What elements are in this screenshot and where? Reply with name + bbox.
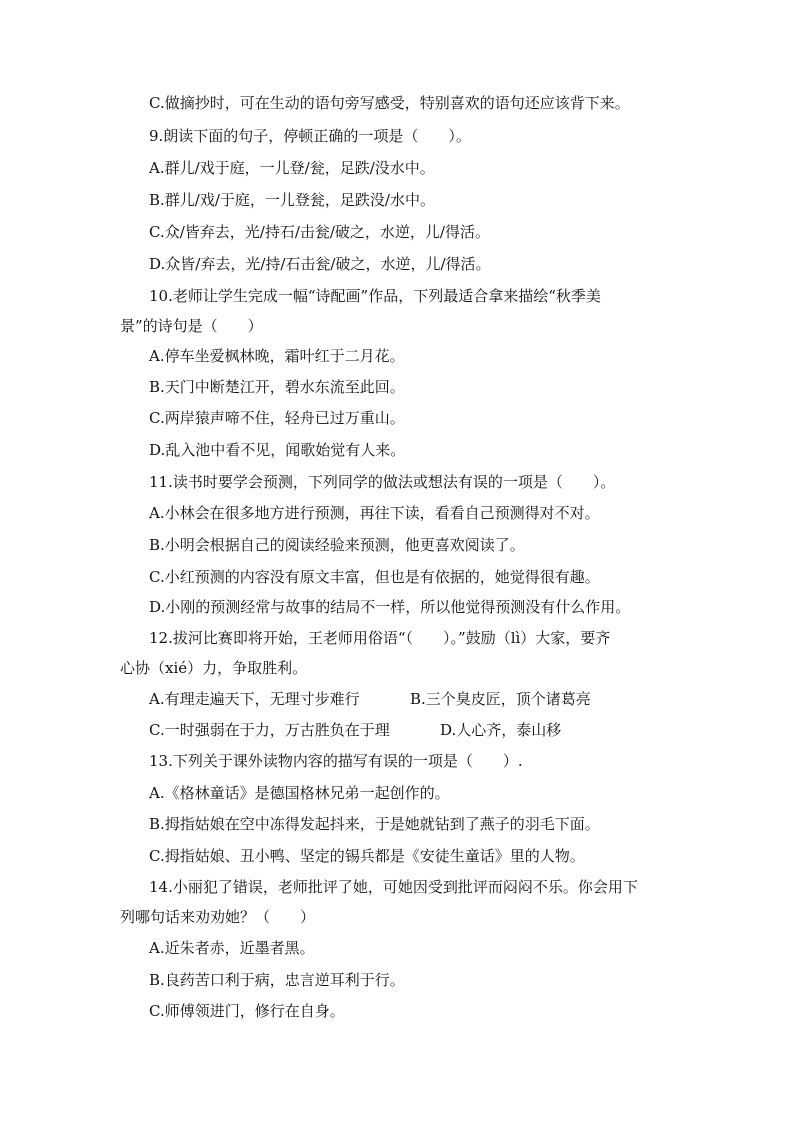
options-12cd xyxy=(149,720,669,740)
option-10c: C.两岸猿声啼不住，轻舟已过万重山。 xyxy=(149,409,405,427)
option-10b: B.天门中断楚江开，碧水东流至此回。 xyxy=(149,378,405,396)
option-11c: C.小红预测的内容没有原文丰富，但也是有依据的，她觉得很有趣。 xyxy=(149,568,600,586)
option-9a: A.群儿/戏于庭，一儿登/瓮，足跌/没水中。 xyxy=(149,159,435,177)
option-14c: C.师傅领进门，修行在自身。 xyxy=(149,1002,345,1020)
option-13a: A.《格林童话》是德国格林兄弟一起创作的。 xyxy=(149,784,450,802)
question-9: 9.朗读下面的句子，停顿正确的一项是（ ）。 xyxy=(149,127,471,145)
question-10: 10.老师让学生完成一幅“诗配画”作品，下列最适合拿来描绘“秋季美 xyxy=(149,287,601,305)
option-11b: B.小明会根据自己的阅读经验来预测，他更喜欢阅读了。 xyxy=(149,536,525,554)
option-9c: C.众/皆弃去，光/持石/击瓮/破之，水逆，儿/得活。 xyxy=(149,223,490,241)
option-14a: A.近朱者赤，近墨者黑。 xyxy=(149,939,315,957)
option-12b: B.三个臭皮匠，顶个诸葛亮 xyxy=(410,690,591,708)
option-10d: D.乱入池中看不见，闻歌始觉有人来。 xyxy=(149,441,406,459)
option-9b: B.群儿/戏/于庭，一儿登瓮，足跌没/水中。 xyxy=(149,191,435,209)
option-10a: A.停车坐爱枫林晚，霜叶红于二月花。 xyxy=(149,347,405,365)
question-14-cont: 列哪句话来劝劝她？（ ） xyxy=(120,908,316,926)
option-8c: C.做摘抄时，可在生动的语句旁写感受，特别喜欢的语句还应该背下来。 xyxy=(149,94,630,112)
option-13b: B.拇指姑娘在空中冻得发起抖来，于是她就钻到了燕子的羽毛下面。 xyxy=(149,815,600,833)
option-12d: D.人心齐，泰山移 xyxy=(440,721,562,739)
question-12-cont: 心协（xié）力，争取胜利。 xyxy=(120,659,308,677)
option-11d: D.小刚的预测经常与故事的结局不一样，所以他觉得预测没有什么作用。 xyxy=(149,598,631,616)
question-10-cont: 景”的诗句是（ ） xyxy=(120,317,263,335)
question-11: 11.读书时要学会预测，下列同学的做法或想法有误的一项是（ ）。 xyxy=(149,473,616,491)
option-14b: B.良药苦口利于病，忠言逆耳利于行。 xyxy=(149,971,405,989)
option-12a: A.有理走遍天下，无理寸步难行 xyxy=(149,690,360,708)
question-13: 13.下列关于课外读物内容的描写有误的一项是（ ）. xyxy=(149,752,523,770)
option-11a: A.小林会在很多地方进行预测，再往下读，看看自己预测得对不对。 xyxy=(149,504,600,522)
option-12c: C.一时强弱在于力，万古胜负在于理 xyxy=(149,721,390,739)
question-12: 12.拔河比赛即将开始，王老师用俗语“（ ）。”鼓励（lì）大家，要齐 xyxy=(149,629,611,647)
options-12ab xyxy=(149,689,669,709)
question-14: 14.小丽犯了错误，老师批评了她，可她因受到批评而闷闷不乐。你会用下 xyxy=(149,878,638,896)
option-9d: D.众皆/弃去，光/持/石击瓮/破之，水逆，儿/得活。 xyxy=(149,255,491,273)
option-13c: C.拇指姑娘、丑小鸭、坚定的锡兵都是《安徒生童话》里的人物。 xyxy=(149,847,585,865)
